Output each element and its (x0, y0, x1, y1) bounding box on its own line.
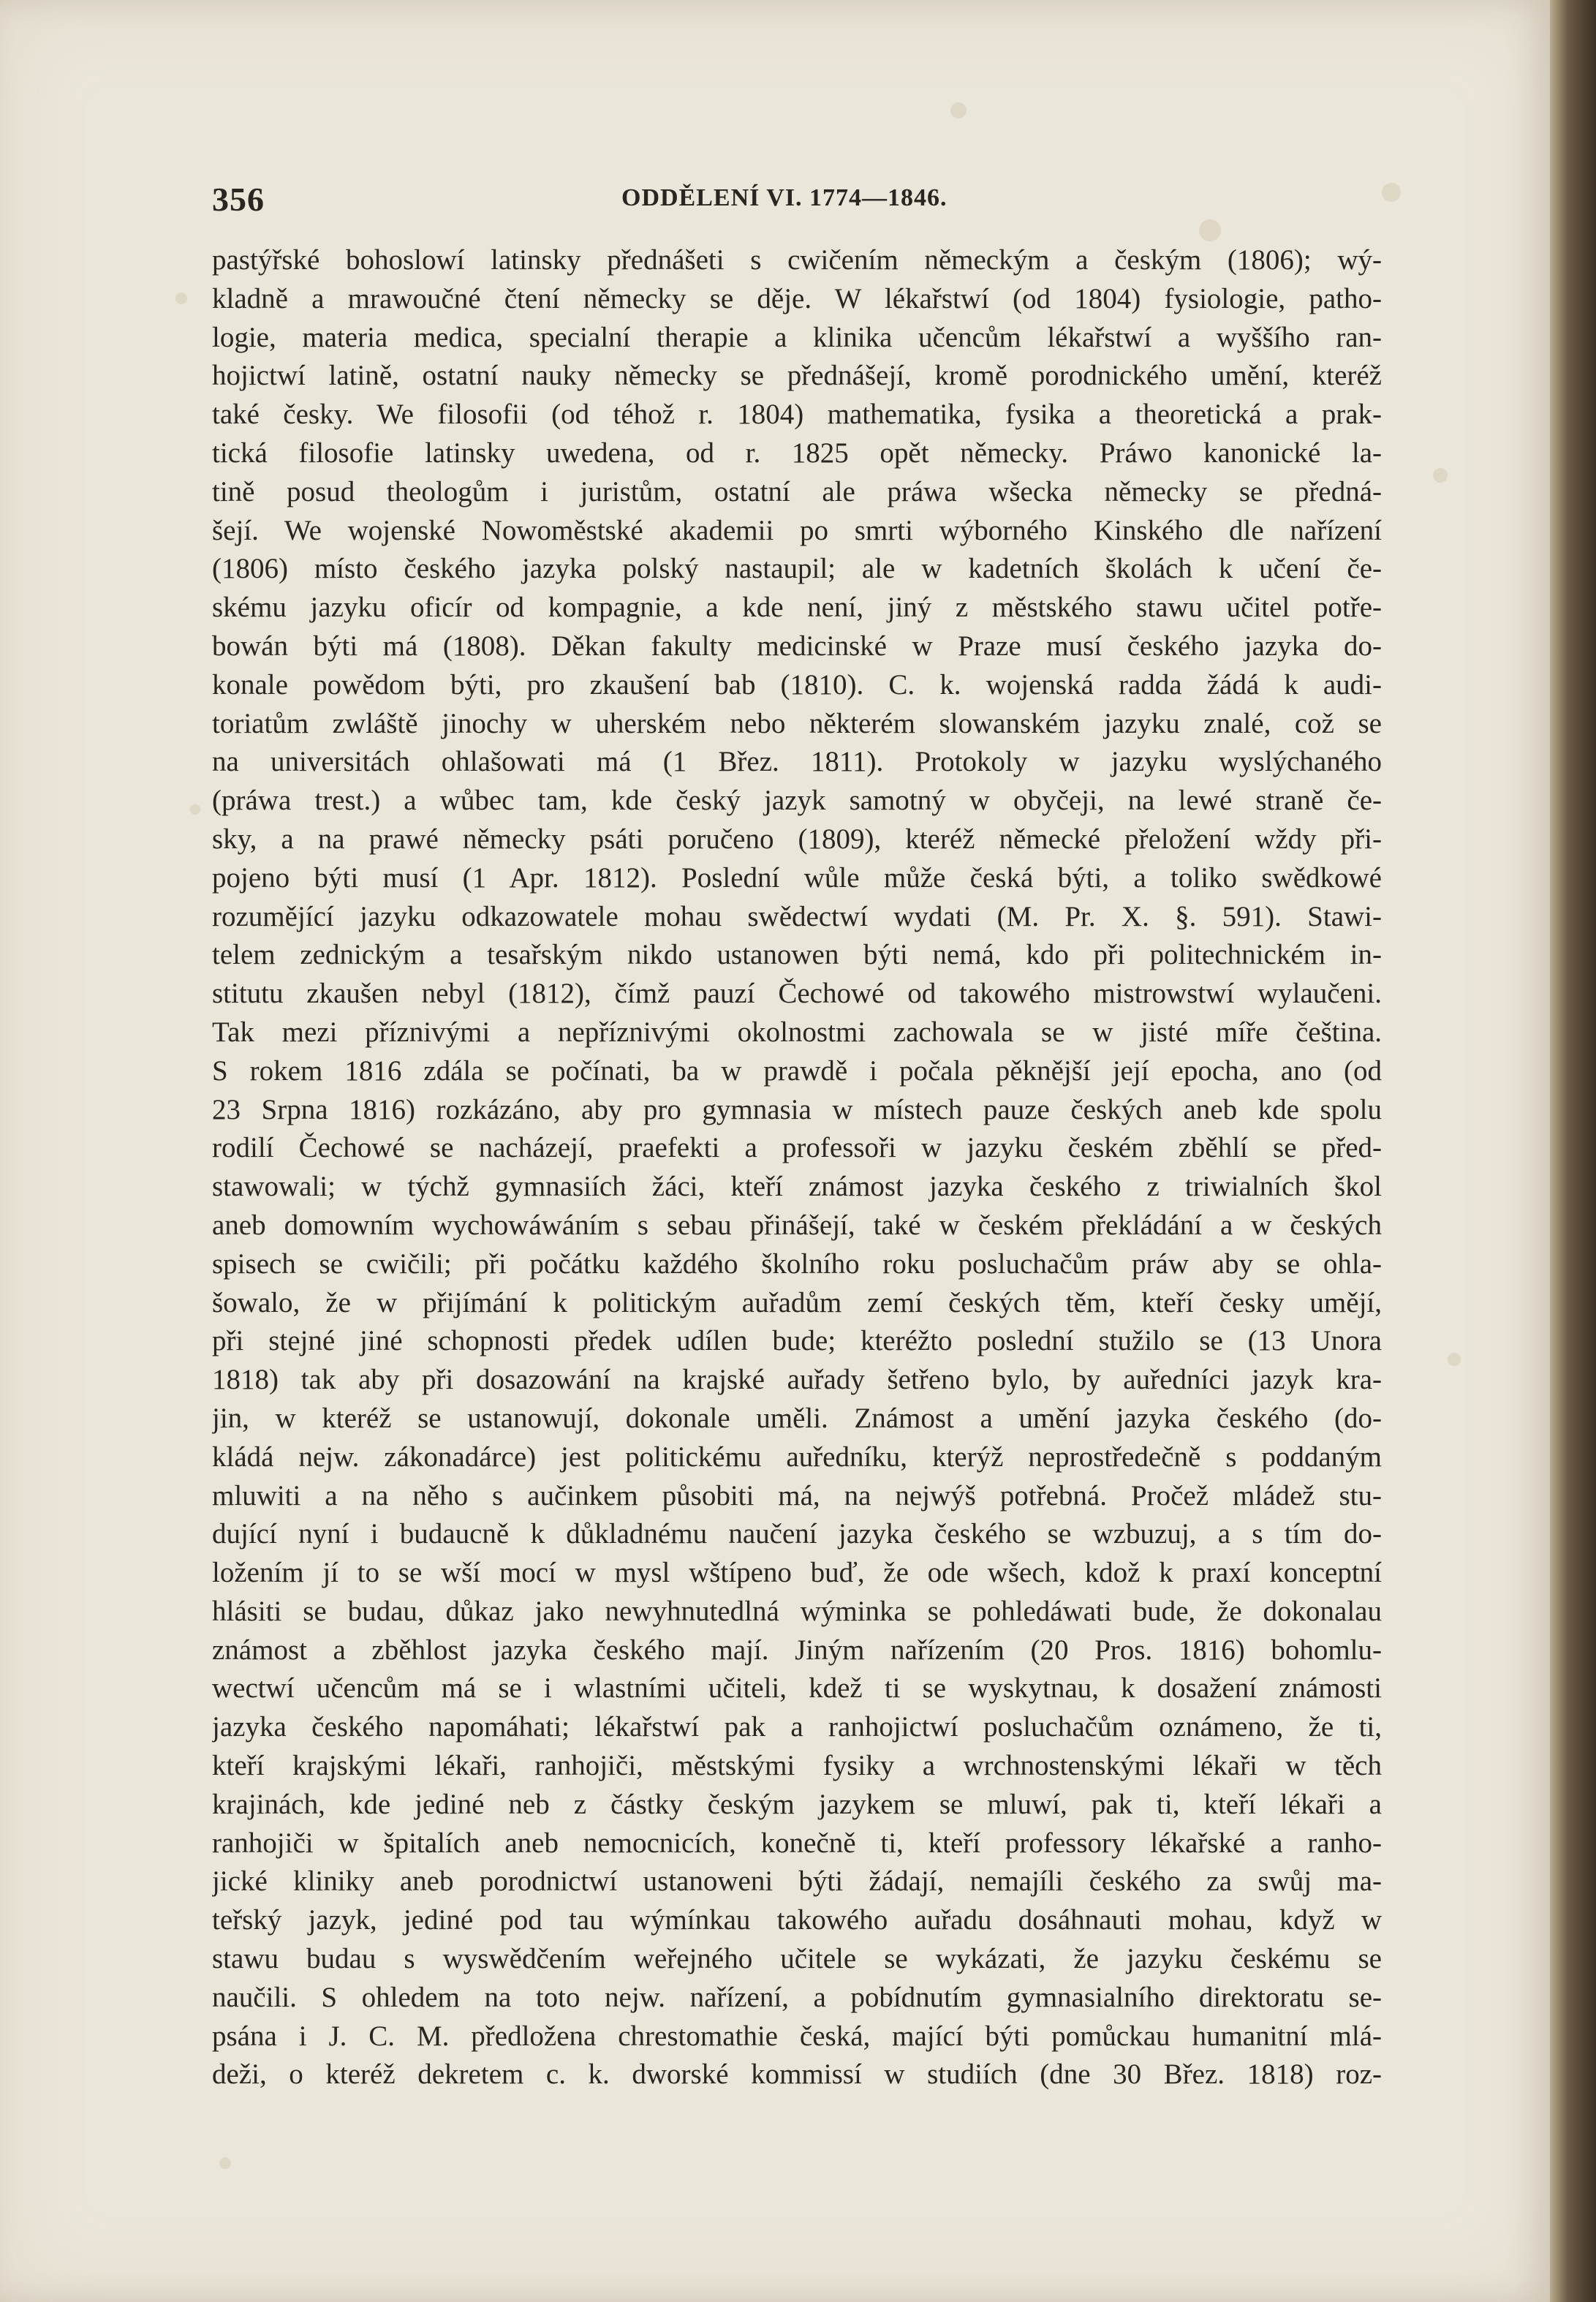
text-line: hojictwí latině, ostatní nauky německy se přednášejí, kromě porodnického umění, kteréž (212, 360, 1382, 392)
text-line: jin, w kteréž se ustanowují, dokonale uměli. Známost a umění jazyka českého (do- (212, 1402, 1382, 1434)
text-line: bowán býti má (1808). Děkan fakulty medicinské w Praze musí českého jazyka do- (212, 630, 1382, 662)
text-line: spisech se cwičili; při počátku každého školního roku posluchačům práw aby se ohla- (212, 1248, 1382, 1280)
text-line: stawu budau s wyswědčením weřejného učitele se wykázati, že jazyku českému se (212, 1943, 1382, 1975)
text-line: Tak mezi příznivými a nepříznivými okolnostmi zachowala se w jisté míře čeština. (212, 1016, 1382, 1048)
foxing-spot (1382, 183, 1401, 202)
text-line: mluwiti a na něho s aučinkem působiti má, na nejwýš potřebná. Pročež mládež stu- (212, 1479, 1382, 1512)
text-line: známost a zběhlost jazyka českého mají. Jiným nařízením (20 Pros. 1816) bohomlu- (212, 1634, 1382, 1666)
text-line: krajinách, kde jediné neb z částky českým jazykem se mluwí, pak ti, kteří lékaři a (212, 1788, 1382, 1820)
text-line: deži, o kteréž dekretem c. k. dworské kommissí w studiích (dne 30 Břez. 1818) roz- (212, 2058, 1382, 2091)
text-line: při stejné jiné schopnosti předek udílen bude; kteréžto poslední stužilo se (13 Unora (212, 1325, 1382, 1357)
text-line: šejí. We wojenské Nowoměstské akademii po smrti wýborného Kinského dle nařízení (212, 514, 1382, 546)
text-line: ložením jí to se wší mocí w mysl wštípeno buď, že ode wšech, kdož k praxí konceptní (212, 1557, 1382, 1589)
text-line: sky, a na prawé německy psáti poručeno (1809), kteréž německé přeložení wždy při- (212, 823, 1382, 855)
text-line: hlásiti se budau, důkaz jako newyhnutedlná wýminka se pohledáwati bude, že dokonalau (212, 1595, 1382, 1627)
text-line: rodilí Čechowé se nacházejí, praefekti a professoři w jazyku českém zběhlí se před- (212, 1132, 1382, 1164)
page-header (212, 180, 1382, 216)
foxing-spot (950, 102, 967, 118)
text-line: logie, materia medica, specialní therapie a klinika učencům lékařstwí a wyššího ran- (212, 321, 1382, 353)
text-line: jazyka českého napomáhati; lékařstwí pak a ranhojictwí posluchačům oznámeno, že ti, (212, 1711, 1382, 1743)
text-line: wectwí učencům má se i wlastními učiteli, kdež ti se wyskytnau, k dosažení známosti (212, 1672, 1382, 1705)
text-line: skému jazyku oficír od kompagnie, a kde není, jiný z městského stawu učitel potře- (212, 592, 1382, 624)
text-line: na universitách ohlašowati má (1 Břez. 1811). Protokoly w jazyku wyslýchaného (212, 746, 1382, 778)
text-line: stitutu zkaušen nebyl (1812), čímž pauzí Čechowé od takowého mistrowstwí wylaučeni. (212, 978, 1382, 1010)
running-head: ODDĚLENÍ VI. 1774—1846. (621, 184, 948, 211)
body-text (212, 241, 1382, 2094)
text-line: telem zednickým a tesařským nikdo ustanowen býti nemá, kdo při politechnickém in- (212, 939, 1382, 971)
text-line: pastýřské bohoslowí latinsky přednášeti s cwičením německým a českým (1806); wý- (212, 244, 1382, 276)
text-line: (práwa trest.) a wůbec tam, kde český jazyk samotný w obyčeji, na lewé straně če- (212, 785, 1382, 817)
text-line: ranhojiči w špitalích aneb nemocnicích, konečně ti, kteří professory lékařské a ranho- (212, 1827, 1382, 1859)
text-line: dující nyní i budaucně k důkladnému naučení jazyka českého se wzbuzuj, a s tím do- (212, 1518, 1382, 1550)
text-line: rozumějící jazyku odkazowatele mohau swědectwí wydati (M. Pr. X. §. 591). Stawi- (212, 900, 1382, 932)
text-line: kládá nejw. zákonadárce) jest politickému auředníku, kterýž neprostředečně s poddaným (212, 1441, 1382, 1473)
text-line: 1818) tak aby při dosazowání na krajské auřady šetřeno bylo, by auředníci jazyk kra- (212, 1364, 1382, 1396)
text-line: teřský jazyk, jediné pod tau wýmínkau takowého auřadu dosáhnauti mohau, když w (212, 1904, 1382, 1936)
foxing-spot (219, 2157, 231, 2169)
foxing-spot (175, 293, 187, 304)
text-line: tině posud theologům i juristům, ostatní ale práwa wšecka německy se předná- (212, 475, 1382, 507)
foxing-spot (1448, 1353, 1461, 1366)
foxing-spot (1199, 219, 1221, 241)
text-line: (1806) místo českého jazyka polský nastaupil; ale w kadetních školách k učení če- (212, 553, 1382, 585)
text-line: kladně a mrawoučné čtení německy se děje. W lékařstwí (od 1804) fysiologie, patho- (212, 282, 1382, 314)
text-line: pojeno býti musí (1 Apr. 1812). Poslední wůle může česká býti, a toliko swědkowé (212, 861, 1382, 894)
text-line: toriatům zwláště jinochy w uherském nebo některém slowanském jazyku znalé, což se (212, 707, 1382, 739)
foxing-spot (1433, 468, 1448, 483)
text-line: 23 Srpna 1816) rozkázáno, aby pro gymnasia w místech pauze českých aneb kde spolu (212, 1093, 1382, 1125)
text-line: stawowali; w týchž gymnasiích žáci, kteří známost jazyka českého z triwialních škol (212, 1171, 1382, 1203)
text-line: kteří krajskými lékaři, ranhojiči, městskými fysiky a wrchnostenskými lékaři w těch (212, 1750, 1382, 1782)
text-line: tická filosofie latinsky uwedena, od r. 1825 opět německy. Práwo kanonické la- (212, 437, 1382, 469)
text-line: aneb domowním wychowáwáním s sebau přinášejí, také w českém překládání a w českých (212, 1209, 1382, 1241)
page-number: 356 (212, 181, 265, 218)
book-spine-edge (1550, 0, 1596, 2302)
text-line: jické kliniky aneb porodnictwí ustanoweni býti žádají, nemajíli českého za swůj ma- (212, 1865, 1382, 1898)
text-line: také česky. We filosofii (od téhož r. 1804) mathematika, fysika a theoretická a prak- (212, 399, 1382, 431)
text-line: naučili. S ohledem na toto nejw. nařízení, a pobídnutím gymnasialního direktoratu se- (212, 1981, 1382, 2013)
text-line: konale powědom býti, pro zkaušení bab (1810). C. k. wojenská radda žádá k audi- (212, 668, 1382, 701)
foxing-spot (190, 804, 200, 815)
text-line: psána i J. C. M. předložena chrestomathie česká, mající býti pomůckau humanitní mlá- (212, 2020, 1382, 2052)
text-line: šowalo, že w přijímání k politickým auřadům zemí českých těm, kteří česky umějí, (212, 1286, 1382, 1318)
text-line: S rokem 1816 zdála se počínati, ba w prawdě i počala pěknější její epocha, ano (od (212, 1054, 1382, 1087)
